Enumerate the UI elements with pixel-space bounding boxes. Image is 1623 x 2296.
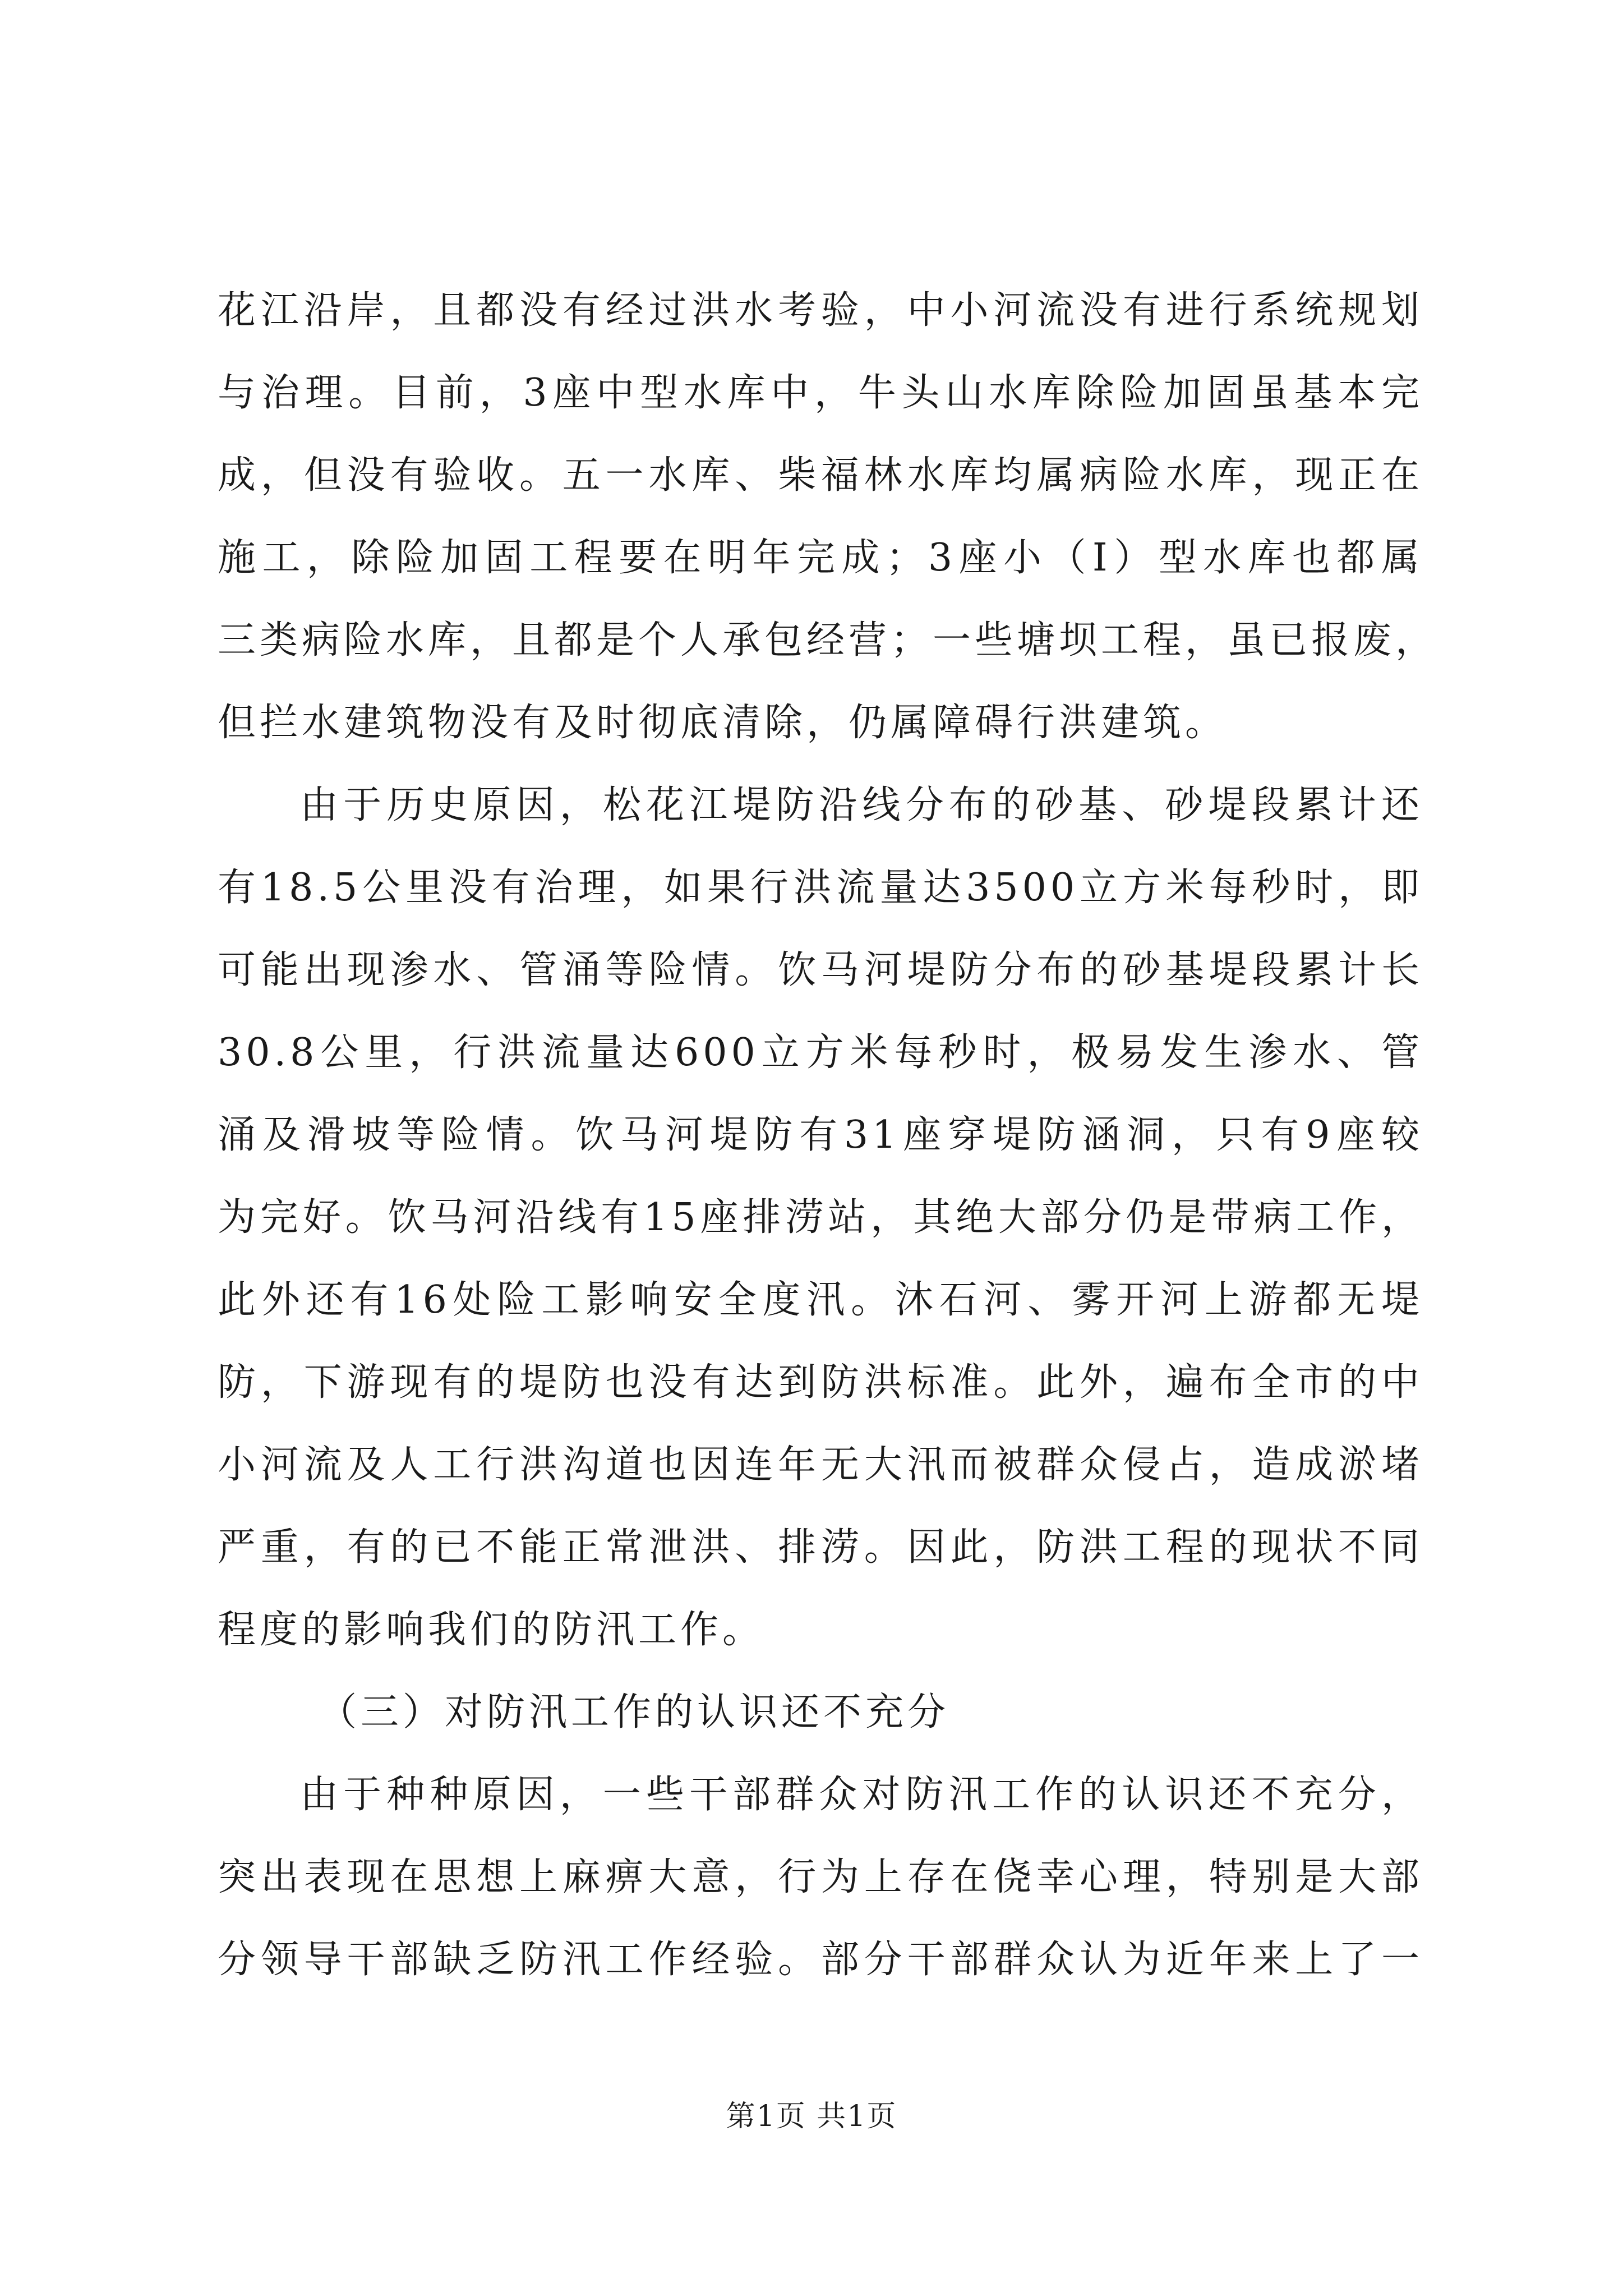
text-line: 突出表现在思想上麻痹大意，行为上存在侥幸心理，特别是大部: [218, 1855, 1423, 1899]
document-body: [218, 269, 1438, 2001]
paragraph-first-line: 由于历史原因，松花江堤防沿线分布的砂基、砂堤段累计还: [300, 783, 1423, 827]
text-line: 与治理。目前，3座中型水库中，牛头山水库除险加固虽基本完: [218, 371, 1423, 415]
text-line: 防，下游现有的堤防也没有达到防洪标准。此外，遍布全市的中: [218, 1360, 1423, 1405]
text-line: 施工，除险加固工程要在明年完成；3座小（Ⅰ）型水库也都属: [218, 536, 1423, 580]
text-line: 三类病险水库，且都是个人承包经营；一些塘坝工程，虽已报废，: [218, 618, 1438, 662]
text-line: 涌及滑坡等险情。饮马河堤防有31座穿堤防涵洞，只有9座较: [218, 1113, 1423, 1157]
text-line: 花江沿岸，且都没有经过洪水考验，中小河流没有进行系统规划: [218, 288, 1423, 333]
text-line: 30.8公里，行洪流量达600立方米每秒时，极易发生渗水、管: [218, 1030, 1423, 1075]
page-footer: 第1页 共1页: [726, 2100, 897, 2133]
text-line: 但拦水建筑物没有及时彻底清除，仍属障碍行洪建筑。: [218, 701, 1228, 745]
text-line: 分领导干部缺乏防汛工作经验。部分干部群众认为近年来上了一: [218, 1938, 1423, 1982]
text-line: 程度的影响我们的防汛工作。: [218, 1608, 765, 1652]
paragraph-first-line: 由于种种原因，一些干部群众对防汛工作的认识还不充分，: [300, 1773, 1423, 1817]
text-line: 成，但没有验收。五一水库、柴福林水库均属病险水库，现正在: [218, 453, 1423, 498]
text-line: 可能出现渗水、管涌等险情。饮马河堤防分布的砂基堤段累计长: [218, 948, 1423, 992]
text-line: 有18.5公里没有治理，如果行洪流量达3500立方米每秒时，即: [218, 866, 1423, 910]
section-heading: （三）对防汛工作的认识还不充分: [319, 1690, 950, 1734]
text-line: 为完好。饮马河沿线有15座排涝站，其绝大部分仍是带病工作，: [218, 1195, 1423, 1240]
text-line: 小河流及人工行洪沟道也因连年无大汛而被群众侵占，造成淤堵: [218, 1443, 1423, 1487]
text-line: 此外还有16处险工影响安全度汛。沐石河、雾开河上游都无堤: [218, 1278, 1423, 1322]
text-line: 严重，有的已不能正常泄洪、排涝。因此，防洪工程的现状不同: [218, 1525, 1423, 1570]
